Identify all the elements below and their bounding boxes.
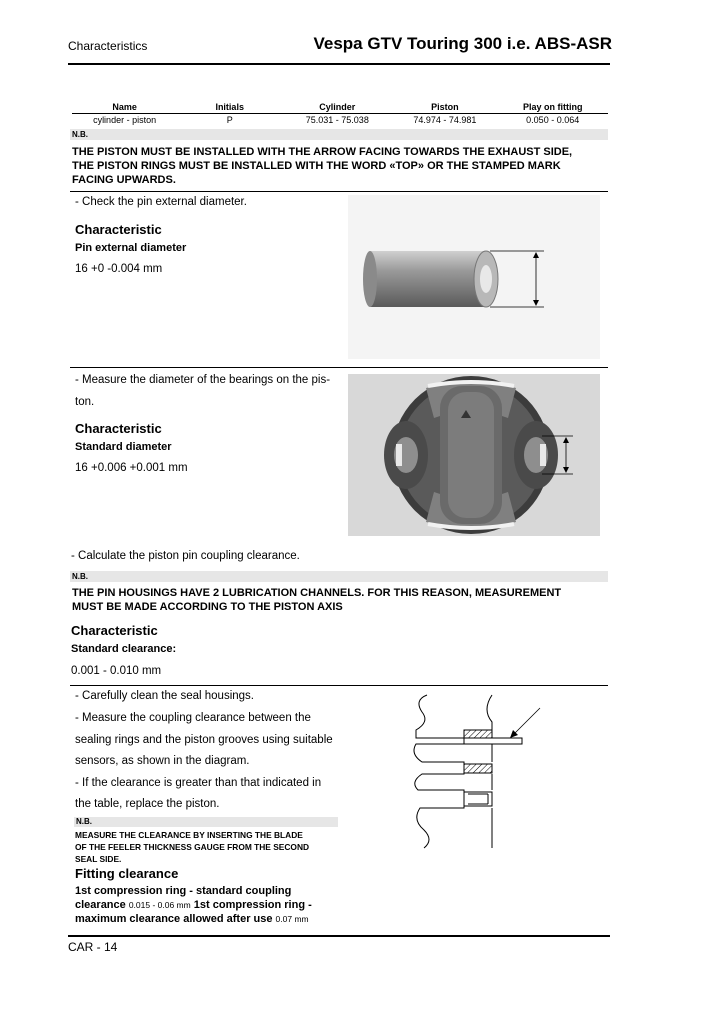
fitting-value: 0.015 - 0.06 mm xyxy=(128,900,191,910)
bearings-characteristic-value: 16 +0.006 +0.001 mm xyxy=(75,462,188,474)
fitting-value: 0.07 mm xyxy=(275,914,309,924)
table-cell: 75.031 - 75.038 xyxy=(282,114,392,126)
divider xyxy=(70,367,608,368)
feeler-gauge-diagram xyxy=(352,690,604,850)
nb-label: N.B. xyxy=(74,817,338,827)
nb-warning-piston xyxy=(72,145,572,187)
table-cell: 0.050 - 0.064 xyxy=(497,114,608,126)
seals-line: - Measure the coupling clearance between the xyxy=(75,712,311,724)
ring-clearance-diagram xyxy=(352,690,604,850)
pin-instruction: - Check the pin external diameter. xyxy=(75,196,247,208)
footer-rule xyxy=(68,935,610,937)
nb-line: SEAL SIDE. xyxy=(75,854,122,864)
coupling-characteristic-label: Standard clearance: xyxy=(71,643,177,655)
table-cell: 74.974 - 74.981 xyxy=(392,114,497,126)
nb-warning-pin-housings xyxy=(72,586,561,614)
header-rule xyxy=(68,63,610,65)
pin-characteristic-value: 16 +0 -0.004 mm xyxy=(75,263,163,275)
table-header-row xyxy=(72,101,608,114)
coupling-characteristic-title: Characteristic xyxy=(71,623,158,638)
coupling-instruction: - Calculate the piston pin coupling clearance. xyxy=(71,550,300,562)
nb-line: OF THE FEELER THICKNESS GAUGE FROM THE SECOND xyxy=(75,842,310,852)
nb-line: MEASURE THE CLEARANCE BY INSERTING THE BLADE xyxy=(75,830,303,840)
seals-line: the table, replace the piston. xyxy=(75,798,220,810)
table-cell: cylinder - piston xyxy=(72,114,177,126)
table-row xyxy=(72,114,608,126)
fitting-label: 1st compression ring - maximum clearance allowed after use xyxy=(75,899,312,925)
bearings-characteristic-label: Standard diameter xyxy=(75,441,172,453)
piston-image xyxy=(348,374,600,536)
table-cell: P xyxy=(177,114,282,126)
fitting-clearance-title: Fitting clearance xyxy=(75,866,179,881)
seals-line: - If the clearance is greater than that indicated in xyxy=(75,777,322,789)
fitting-clearance-values xyxy=(75,884,345,926)
table-header: Piston xyxy=(431,102,459,112)
bearings-instruction-1: - Measure the diameter of the bearings on the pis- xyxy=(75,374,331,386)
nb-warning-feeler xyxy=(75,829,309,865)
nb-line: THE PISTON RINGS MUST BE INSTALLED WITH THE WORD «TOP» OR THE STAMPED MARK xyxy=(72,160,561,172)
table-header: Cylinder xyxy=(319,102,356,112)
coupling-characteristic-value: 0.001 - 0.010 mm xyxy=(71,665,162,677)
pin-image xyxy=(348,195,600,359)
pin-characteristic-label: Pin external diameter xyxy=(75,242,187,254)
nb-label: N.B. xyxy=(70,129,608,140)
seals-line: - Carefully clean the seal housings. xyxy=(75,690,254,702)
table-header: Initials xyxy=(215,102,244,112)
table-header: Play on fitting xyxy=(522,102,583,112)
nb-label: N.B. xyxy=(70,571,608,582)
page-title: Vespa GTV Touring 300 i.e. ABS-ASR xyxy=(313,34,612,53)
section-name: Characteristics xyxy=(68,39,148,53)
divider xyxy=(70,685,608,686)
spec-table xyxy=(72,101,608,125)
nb-line: MUST BE MADE ACCORDING TO THE PISTON AXIS xyxy=(72,601,343,613)
bearings-instruction-2: ton. xyxy=(75,396,95,408)
fitting-label: 1st compression ring - standard coupling clearance xyxy=(75,885,292,911)
nb-line: THE PISTON MUST BE INSTALLED WITH THE ARROW FACING TOWARDS THE EXHAUST SIDE, xyxy=(72,146,573,158)
pin-characteristic-title: Characteristic xyxy=(75,222,162,237)
bearings-characteristic-title: Characteristic xyxy=(75,421,162,436)
seals-line: sealing rings and the piston grooves using suitable xyxy=(75,734,333,746)
page-number: CAR - 14 xyxy=(68,940,118,954)
table-header: Name xyxy=(112,102,137,112)
nb-line: FACING UPWARDS. xyxy=(72,174,176,186)
piston-illustration xyxy=(348,374,600,536)
seals-line: sensors, as shown in the diagram. xyxy=(75,755,250,767)
nb-line: THE PIN HOUSINGS HAVE 2 LUBRICATION CHANNELS. FOR THIS REASON, MEASUREMENT xyxy=(72,587,562,599)
divider xyxy=(70,191,608,192)
piston-pin-illustration xyxy=(348,195,600,359)
